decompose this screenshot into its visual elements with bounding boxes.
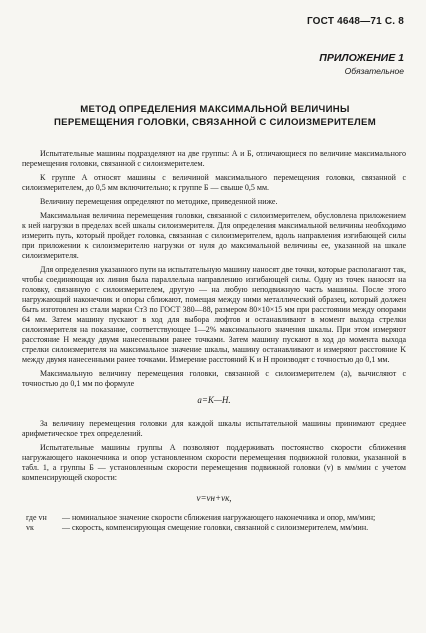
paragraph: Испытательные машины группы А позволяют поддерживать постоянство скорости сближения нагружающего наконечника и опор установленном скорости перемещения подвижной головки, указанной в табл. 1, а группы Б — установленным скорости перемещения подвижной головки (v) в мм/мин с учетом компенсирующей скорости: <box>22 443 406 482</box>
note-symbol: где vн <box>26 513 47 522</box>
paragraph: Максимальная величина перемещения головки, связанной с силоизмерителем, обусловлена приложением к ней нагрузки в пределах всей шкалы силоизмерителя. Для определения максимальной величины необходимо измерить путь, который пройдет головка, связанная с силоизмерителем, вдоль направления изгибающей силы при приложении к силоизмерителю нагрузки от нуля до максимальной величины ее, указанной на шкале силоизмерителя. <box>22 211 406 260</box>
body-text <box>22 149 406 533</box>
formula-displacement: a=K—H. <box>197 395 231 405</box>
heading-line-2: ПЕРЕМЕЩЕНИЯ ГОЛОВКИ, СВЯЗАННОЙ С СИЛОИЗМЕРИТЕЛЕМ <box>53 117 377 128</box>
section-heading <box>30 103 400 129</box>
formula-notes <box>22 513 406 533</box>
heading-line-1: МЕТОД ОПРЕДЕЛЕНИЯ МАКСИМАЛЬНОЙ ВЕЛИЧИНЫ <box>80 104 350 115</box>
appendix-status: Обязательное <box>344 66 404 76</box>
paragraph: К группе А относят машины с величиной максимального перемещения головки, связанной с силоизмерителем, до 0,5 мм включительно; к группе Б — свыше 0,5 мм. <box>22 173 406 192</box>
note-text: — номинальное значение скорости сближения нагружающего наконечника и опор, мм/мин; <box>62 513 376 522</box>
paragraph: За величину перемещения головки для каждой шкалы испытательной машины принимают среднее арифметическое трех определений. <box>22 419 406 438</box>
note-text: — скорость, компенсирующая смещение головки, связанной с силоизмерителем, мм/мин. <box>62 523 369 532</box>
standard-number: ГОСТ 4648—71 С. 8 <box>306 16 404 27</box>
appendix-title: ПРИЛОЖЕНИЕ 1 <box>319 52 404 64</box>
note-item <box>22 523 406 533</box>
paragraph: Величину перемещения определяют по методике, приведенной ниже. <box>40 197 278 206</box>
note-item <box>22 513 406 523</box>
note-symbol: vк <box>26 523 34 532</box>
appendix-block <box>319 52 404 76</box>
paragraph: Для определения указанного пути на испытательную машину наносят две точки, которые располагают так, чтобы соединяющая их линия была параллельна направлению изгибающей силы. Одну из точек наносят на головку, связанную с силоизмерителем, другую — на любую неподвижную часть машины. После этого нагружающий наконечник и опоры сближают, помещая между ними металлический образец, который должен быть изготовлен из стали марки Ст3 по ГОСТ 380—88, размером 80×10×15 мм при расстоянии между опорами 64 мм. Затем машину пускают в ход для выбора люфтов и останавливают в момент выхода стрелки силоизмерителя на показание, соответствующее 1—2% максимального значения шкалы. При этом измеряют расстояние H между двумя нанесенными ранее точками. Затем машину пускают в ход до момента выхода стрелки силоизмерителя на максимальное значение шкалы, машину останавливают и измеряют расстояние K между двумя нанесенными ранее точками. Измерение расстояний K и H производят с точностью до 0,1 мм. <box>22 265 406 364</box>
paragraph: Испытательные машины подразделяют на две группы: А и Б, отличающиеся по величине максимального перемещения головки, связанной с силоизмерителем. <box>22 149 406 168</box>
formula-speed: v=vн+vк, <box>196 493 232 503</box>
paragraph: Максимальную величину перемещения головки, связанной с силоизмерителем (a), вычисляют с точностью до 0,1 мм по формуле <box>22 369 406 388</box>
